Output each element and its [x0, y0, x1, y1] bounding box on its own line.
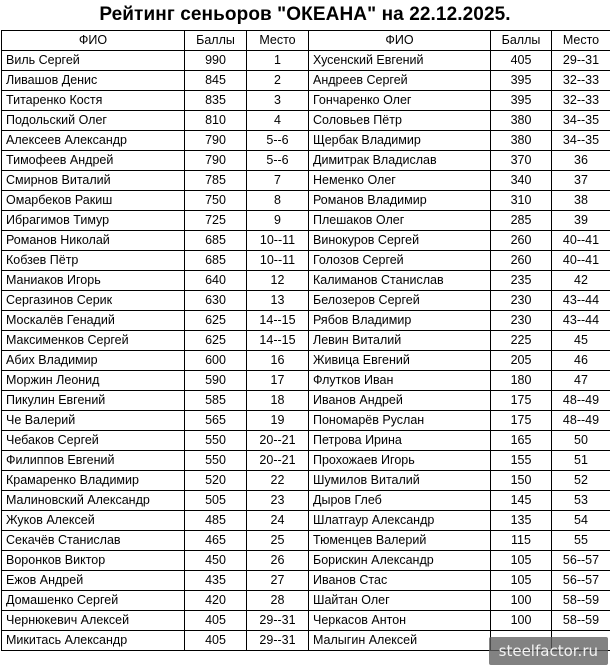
participant-name-cell: Левин Виталий [309, 331, 491, 351]
participant-name-cell: Воронков Виктор [2, 551, 185, 571]
table-row [2, 91, 610, 111]
participant-name-cell: Соловьев Пётр [309, 111, 491, 131]
score-cell: 260 [491, 231, 552, 251]
score-cell: 395 [491, 71, 552, 91]
participant-name-cell: Титаренко Костя [2, 91, 185, 111]
score-cell: 340 [491, 171, 552, 191]
header-name-right: ФИО [309, 31, 491, 51]
table-row [2, 471, 610, 491]
participant-name-cell: Черкасов Антон [309, 611, 491, 631]
participant-name-cell: Белозеров Сергей [309, 291, 491, 311]
table-row [2, 511, 610, 531]
place-cell: 55 [552, 531, 610, 551]
score-cell: 810 [185, 111, 247, 131]
score-cell: 835 [185, 91, 247, 111]
score-cell: 590 [185, 371, 247, 391]
place-cell: 36 [552, 151, 610, 171]
participant-name-cell: Шайтан Олег [309, 591, 491, 611]
place-cell: 39 [552, 211, 610, 231]
place-cell: 23 [247, 491, 309, 511]
place-cell: 20--21 [247, 451, 309, 471]
participant-name-cell: Секачёв Станислав [2, 531, 185, 551]
table-row [2, 551, 610, 571]
participant-name-cell: Че Валерий [2, 411, 185, 431]
table-row [2, 271, 610, 291]
participant-name-cell: Шлатгаур Александр [309, 511, 491, 531]
score-cell: 230 [491, 311, 552, 331]
participant-name-cell: Калиманов Станислав [309, 271, 491, 291]
table-row [2, 391, 610, 411]
score-cell: 420 [185, 591, 247, 611]
place-cell: 32--33 [552, 71, 610, 91]
place-cell: 42 [552, 271, 610, 291]
table-row [2, 251, 610, 271]
participant-name-cell: Димитрак Владислав [309, 151, 491, 171]
participant-name-cell: Кобзев Пётр [2, 251, 185, 271]
place-cell: 13 [247, 291, 309, 311]
participant-name-cell: Чебаков Сергей [2, 431, 185, 451]
participant-name-cell: Малиновский Александр [2, 491, 185, 511]
score-cell: 175 [491, 411, 552, 431]
participant-name-cell: Омарбеков Ракиш [2, 191, 185, 211]
table-row [2, 51, 610, 71]
table-row [2, 371, 610, 391]
table-row [2, 411, 610, 431]
place-cell: 17 [247, 371, 309, 391]
place-cell: 22 [247, 471, 309, 491]
header-score-right: Баллы [491, 31, 552, 51]
participant-name-cell: Живица Евгений [309, 351, 491, 371]
table-row [2, 351, 610, 371]
participant-name-cell: Маниаков Игорь [2, 271, 185, 291]
participant-name-cell: Тимофеев Андрей [2, 151, 185, 171]
place-cell: 5--6 [247, 131, 309, 151]
participant-name-cell: Романов Владимир [309, 191, 491, 211]
participant-name-cell: Жуков Алексей [2, 511, 185, 531]
participant-name-cell: Виль Сергей [2, 51, 185, 71]
participant-name-cell: Филиппов Евгений [2, 451, 185, 471]
score-cell: 180 [491, 371, 552, 391]
participant-name-cell: Неменко Олег [309, 171, 491, 191]
score-cell: 550 [185, 451, 247, 471]
score-cell: 145 [491, 491, 552, 511]
place-cell: 52 [552, 471, 610, 491]
table-row [2, 171, 610, 191]
place-cell: 20--21 [247, 431, 309, 451]
participant-name-cell: Щербак Владимир [309, 131, 491, 151]
table-row [2, 211, 610, 231]
header-place-left: Место [247, 31, 309, 51]
place-cell: 9 [247, 211, 309, 231]
participant-name-cell: Моржин Леонид [2, 371, 185, 391]
place-cell: 14--15 [247, 311, 309, 331]
participant-name-cell: Чернюкевич Алексей [2, 611, 185, 631]
participant-name-cell: Иванов Андрей [309, 391, 491, 411]
place-cell: 19 [247, 411, 309, 431]
score-cell: 450 [185, 551, 247, 571]
participant-name-cell: Алексеев Александр [2, 131, 185, 151]
place-cell: 26 [247, 551, 309, 571]
score-cell: 435 [185, 571, 247, 591]
participant-name-cell: Смирнов Виталий [2, 171, 185, 191]
participant-name-cell: Абих Владимир [2, 351, 185, 371]
score-cell: 630 [185, 291, 247, 311]
participant-name-cell: Максименков Сергей [2, 331, 185, 351]
participant-name-cell: Сергазинов Серик [2, 291, 185, 311]
place-cell: 50 [552, 431, 610, 451]
score-cell: 790 [185, 131, 247, 151]
place-cell: 25 [247, 531, 309, 551]
table-row [2, 291, 610, 311]
score-cell: 585 [185, 391, 247, 411]
place-cell: 16 [247, 351, 309, 371]
table-row [2, 611, 610, 631]
participant-name-cell: Тюменцев Валерий [309, 531, 491, 551]
participant-name-cell: Рябов Владимир [309, 311, 491, 331]
place-cell: 40--41 [552, 231, 610, 251]
place-cell: 29--31 [247, 631, 309, 651]
place-cell: 32--33 [552, 91, 610, 111]
score-cell: 465 [185, 531, 247, 551]
place-cell: 37 [552, 171, 610, 191]
place-cell: 8 [247, 191, 309, 211]
place-cell: 43--44 [552, 291, 610, 311]
score-cell: 395 [491, 91, 552, 111]
place-cell: 29--31 [247, 611, 309, 631]
participant-name-cell: Подольский Олег [2, 111, 185, 131]
score-cell: 225 [491, 331, 552, 351]
participant-name-cell: Романов Николай [2, 231, 185, 251]
place-cell: 48--49 [552, 391, 610, 411]
place-cell: 2 [247, 71, 309, 91]
place-cell: 48--49 [552, 411, 610, 431]
place-cell: 51 [552, 451, 610, 471]
place-cell: 4 [247, 111, 309, 131]
score-cell: 685 [185, 251, 247, 271]
participant-name-cell: Ливашов Денис [2, 71, 185, 91]
place-cell: 27 [247, 571, 309, 591]
table-row [2, 151, 610, 171]
place-cell: 43--44 [552, 311, 610, 331]
score-cell: 600 [185, 351, 247, 371]
participant-name-cell: Гончаренко Олег [309, 91, 491, 111]
score-cell: 230 [491, 291, 552, 311]
table-row [2, 571, 610, 591]
place-cell: 53 [552, 491, 610, 511]
table-row [2, 311, 610, 331]
table-row [2, 231, 610, 251]
participant-name-cell: Ибрагимов Тимур [2, 211, 185, 231]
header-row [2, 31, 610, 51]
score-cell: 165 [491, 431, 552, 451]
participant-name-cell: Домашенко Сергей [2, 591, 185, 611]
score-cell: 405 [185, 611, 247, 631]
header-name-left: ФИО [2, 31, 185, 51]
place-cell: 5--6 [247, 151, 309, 171]
score-cell: 990 [185, 51, 247, 71]
score-cell: 625 [185, 331, 247, 351]
score-cell: 625 [185, 311, 247, 331]
place-cell: 47 [552, 371, 610, 391]
place-cell: 58--59 [552, 591, 610, 611]
watermark: steelfactor.ru [489, 637, 608, 665]
participant-name-cell: Шумилов Виталий [309, 471, 491, 491]
participant-name-cell: Ежов Андрей [2, 571, 185, 591]
participant-name-cell: Винокуров Сергей [309, 231, 491, 251]
score-cell: 150 [491, 471, 552, 491]
place-cell: 7 [247, 171, 309, 191]
score-cell: 405 [185, 631, 247, 651]
rating-table [1, 30, 610, 651]
participant-name-cell: Флутков Иван [309, 371, 491, 391]
score-cell: 100 [491, 611, 552, 631]
score-cell: 370 [491, 151, 552, 171]
score-cell: 505 [185, 491, 247, 511]
place-cell: 29--31 [552, 51, 610, 71]
score-cell: 105 [491, 571, 552, 591]
place-cell: 10--11 [247, 231, 309, 251]
participant-name-cell: Пикулин Евгений [2, 391, 185, 411]
participant-name-cell: Борискин Александр [309, 551, 491, 571]
place-cell: 14--15 [247, 331, 309, 351]
score-cell: 785 [185, 171, 247, 191]
score-cell: 485 [185, 511, 247, 531]
table-row [2, 531, 610, 551]
score-cell: 260 [491, 251, 552, 271]
participant-name-cell: Андреев Сергей [309, 71, 491, 91]
table-row [2, 591, 610, 611]
page-title: Рейтинг сеньоров "ОКЕАНА" на 22.12.2025. [99, 4, 511, 25]
score-cell: 685 [185, 231, 247, 251]
score-cell: 845 [185, 71, 247, 91]
participant-name-cell: Москалёв Генадий [2, 311, 185, 331]
place-cell: 12 [247, 271, 309, 291]
table-row [2, 451, 610, 471]
table-row [2, 111, 610, 131]
score-cell: 285 [491, 211, 552, 231]
place-cell: 40--41 [552, 251, 610, 271]
score-cell: 175 [491, 391, 552, 411]
score-cell: 750 [185, 191, 247, 211]
table-row [2, 431, 610, 451]
participant-name-cell: Хусенский Евгений [309, 51, 491, 71]
score-cell: 205 [491, 351, 552, 371]
place-cell: 46 [552, 351, 610, 371]
place-cell: 34--35 [552, 111, 610, 131]
table-row [2, 131, 610, 151]
place-cell: 10--11 [247, 251, 309, 271]
place-cell: 24 [247, 511, 309, 531]
participant-name-cell: Дыров Глеб [309, 491, 491, 511]
header-place-right: Место [552, 31, 610, 51]
score-cell: 380 [491, 111, 552, 131]
score-cell: 380 [491, 131, 552, 151]
score-cell: 100 [491, 591, 552, 611]
participant-name-cell: Микитась Александр [2, 631, 185, 651]
place-cell: 56--57 [552, 551, 610, 571]
table-row [2, 71, 610, 91]
score-cell: 550 [185, 431, 247, 451]
place-cell: 28 [247, 591, 309, 611]
score-cell: 135 [491, 511, 552, 531]
score-cell: 155 [491, 451, 552, 471]
place-cell: 54 [552, 511, 610, 531]
participant-name-cell: Иванов Стас [309, 571, 491, 591]
score-cell: 115 [491, 531, 552, 551]
score-cell: 725 [185, 211, 247, 231]
score-cell: 105 [491, 551, 552, 571]
header-score-left: Баллы [185, 31, 247, 51]
score-cell: 520 [185, 471, 247, 491]
score-cell: 405 [491, 51, 552, 71]
participant-name-cell: Малыгин Алексей [309, 631, 491, 651]
participant-name-cell: Пономарёв Руслан [309, 411, 491, 431]
table-row [2, 491, 610, 511]
table-row [2, 331, 610, 351]
participant-name-cell: Крамаренко Владимир [2, 471, 185, 491]
score-cell: 235 [491, 271, 552, 291]
place-cell: 45 [552, 331, 610, 351]
score-cell: 640 [185, 271, 247, 291]
place-cell: 34--35 [552, 131, 610, 151]
score-cell: 790 [185, 151, 247, 171]
score-cell: 565 [185, 411, 247, 431]
place-cell: 18 [247, 391, 309, 411]
table-row [2, 191, 610, 211]
place-cell: 1 [247, 51, 309, 71]
participant-name-cell: Петрова Ирина [309, 431, 491, 451]
score-cell: 310 [491, 191, 552, 211]
place-cell: 56--57 [552, 571, 610, 591]
participant-name-cell: Прохожаев Игорь [309, 451, 491, 471]
place-cell: 3 [247, 91, 309, 111]
place-cell: 38 [552, 191, 610, 211]
participant-name-cell: Плешаков Олег [309, 211, 491, 231]
place-cell: 58--59 [552, 611, 610, 631]
participant-name-cell: Голозов Сергей [309, 251, 491, 271]
